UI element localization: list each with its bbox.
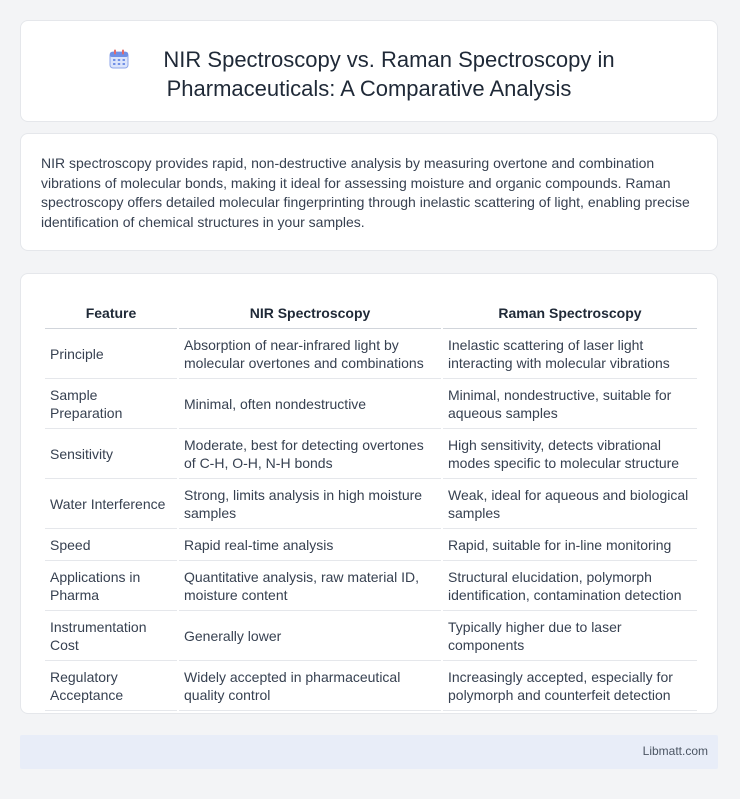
- table-row: [45, 479, 697, 529]
- title-card: [20, 20, 718, 122]
- summary-text: NIR spectroscopy provides rapid, non-destructive analysis by measuring overtone and combination vibrations of molecular bonds, making it ideal for assessing moisture and organic compounds. Raman spectroscopy offers detailed molecular fingerprinting through inelastic scattering of light, enabling precise identification of chemical structures in your samples.: [41, 155, 690, 230]
- comparison-table-card: [20, 273, 718, 714]
- nir-cell: Moderate, best for detecting overtones of C-H, O-H, N-H bonds: [179, 429, 441, 479]
- column-header-nir: NIR Spectroscopy: [179, 294, 441, 329]
- raman-cell: Inelastic scattering of laser light interacting with molecular vibrations: [443, 329, 697, 379]
- feature-cell: Regulatory Acceptance: [45, 661, 177, 711]
- raman-cell: Weak, ideal for aqueous and biological samples: [443, 479, 697, 529]
- comparison-table: [43, 294, 699, 711]
- nir-cell: Minimal, often nondestructive: [179, 379, 441, 429]
- table-row: [45, 661, 697, 711]
- nir-cell: Absorption of near-infrared light by molecular overtones and combinations: [179, 329, 441, 379]
- feature-cell: Sensitivity: [45, 429, 177, 479]
- raman-cell: High sensitivity, detects vibrational modes specific to molecular structure: [443, 429, 697, 479]
- table-row: [45, 329, 697, 379]
- table-row: [45, 529, 697, 561]
- page-title: [21, 45, 717, 103]
- raman-cell: Rapid, suitable for in-line monitoring: [443, 529, 697, 561]
- nir-cell: Generally lower: [179, 611, 441, 661]
- page-title-line-1: NIR Spectroscopy vs. Raman Spectroscopy in: [163, 47, 615, 72]
- summary-card: [20, 133, 718, 251]
- nir-cell: Rapid real-time analysis: [179, 529, 441, 561]
- table-row: [45, 429, 697, 479]
- footer: [20, 735, 718, 769]
- raman-cell: Minimal, nondestructive, suitable for aqueous samples: [443, 379, 697, 429]
- nir-cell: Strong, limits analysis in high moisture samples: [179, 479, 441, 529]
- feature-cell: Applications in Pharma: [45, 561, 177, 611]
- nir-cell: Quantitative analysis, raw material ID, moisture content: [179, 561, 441, 611]
- column-header-feature: Feature: [45, 294, 177, 329]
- table-row: [45, 561, 697, 611]
- raman-cell: Structural elucidation, polymorph identification, contamination detection: [443, 561, 697, 611]
- raman-cell: Typically higher due to laser components: [443, 611, 697, 661]
- page-title-line-2: Pharmaceuticals: A Comparative Analysis: [166, 76, 572, 101]
- footer-site-link[interactable]: Libmatt.com: [642, 744, 708, 758]
- table-header-row: [45, 294, 697, 329]
- feature-cell: Sample Preparation: [45, 379, 177, 429]
- feature-cell: Principle: [45, 329, 177, 379]
- feature-cell: Instrumentation Cost: [45, 611, 177, 661]
- raman-cell: Increasingly accepted, especially for polymorph and counterfeit detection: [443, 661, 697, 711]
- table-row: [45, 379, 697, 429]
- feature-cell: Water Interference: [45, 479, 177, 529]
- column-header-raman: Raman Spectroscopy: [443, 294, 697, 329]
- table-row: [45, 611, 697, 661]
- nir-cell: Widely accepted in pharmaceutical quality control: [179, 661, 441, 711]
- feature-cell: Speed: [45, 529, 177, 561]
